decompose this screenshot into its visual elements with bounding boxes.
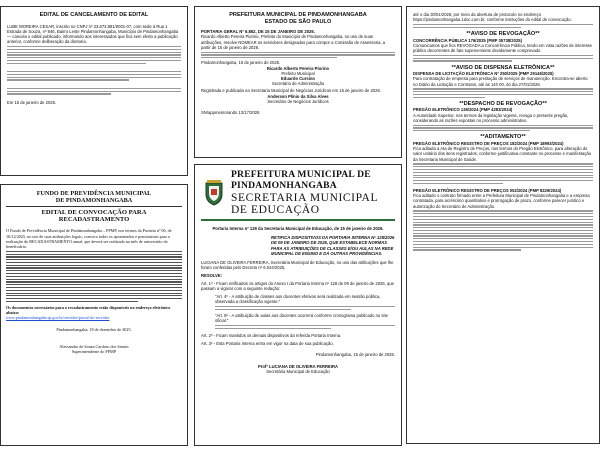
article-2: Art. 2º - Ficam mantidos os demais dispositivos da referida Portaria Interna. <box>201 332 342 338</box>
portaria-geral-number: PORTARIA GERAL Nº 6.862, DE 15 DE JANEIRO DE 2026. <box>201 29 315 35</box>
signature-1-role: Prefeito Municipal <box>281 70 315 76</box>
signature-3-role: Secretário de Negócios Jurídicos <box>267 98 329 104</box>
resolve-label: RESOLVE: <box>201 273 223 279</box>
signature-1-name: Ricardo Alberto Pereira Piorino <box>266 65 330 71</box>
column-middle <box>194 6 402 446</box>
edital-body: LUBE MOREIRA CESAR, inscrito no CNPJ nº 23.673.881/0001-07, com sede à Rua 1 Estrada de Souza, nº 846, Bairro Leste Pindamonhangaba, Município de Pindamonhangaba — cancela o edital publicado, informando aos interessados que fica sem efeito a publicação anterior, conforme deliberação da diretoria. <box>7 23 179 45</box>
signature-4-role: Secretária Municipal de Educação <box>266 368 330 374</box>
registro-text: Registrada e publicada na Secretaria Municipal de Negócios Jurídicos em 15 de janeiro de 2026. <box>201 88 381 94</box>
section-2-title: DISPENSA DE LICITAÇÃO ELETRÔNICA Nº 250/2025 (PMP 29146/2025) <box>413 71 554 77</box>
fundo-body-2: Os documentos necessários para o recadastramento estão disponíveis no endereço eletrônico abaixo: <box>6 305 171 316</box>
portaria-ementa: RETIFICA DISPOSITIVOS DA PORTARIA INTERNA Nº 128/2026 DE 09 DE JANEIRO DE 2026, QUE ESTABELECE NORMAS PARA AS ATRIBUIÇÕES DE CLASSES E/OU AULAS NA REDE MUNICIPAL DE ENSINO E DÁ OUTRAS PROVIDÊNCIAS. <box>271 235 395 256</box>
educacao-box <box>194 164 402 446</box>
section-4-title: PREGÃO ELETRÔNICO REGISTRO DE PREÇOS 182/2024 (PMP 18993/2024) <box>413 140 564 146</box>
section-1-title: CONCORRÊNCIA PÚBLICA 176/2025 (PMP 35738/2025) <box>413 37 522 43</box>
heading-aditamento: **ADITAMENTO** <box>480 134 526 141</box>
section-2-body: Para contratação de empresa para prestação de serviços de manutenção. Encontra-se aberto no Diário da Licitação e Contratos, até às 14h 00, do dia 27/01/2026. <box>413 76 588 87</box>
fundo-title-2: DE PINDAMONHANGABA <box>55 196 133 204</box>
fundo-date: Pindamonhangaba, 18 de dezembro de 2025. <box>56 326 132 332</box>
section-3-title: PREGÃO ELETRÔNICO 136/2024 (PMP 4283/2024) <box>413 107 513 113</box>
article-3: Art. 3º - Esta Portaria Interna entra em vigor na data de sua publicação. <box>201 341 334 347</box>
banner-subtitle: SECRETARIA MUNICIPAL DE EDUCAÇÃO <box>231 192 378 216</box>
education-body-intro: LUCIANA DE OLIVEIRA FERREIRA, Secretária Municipal de Educação, no uso das atribuições que lhe foram conferidas pelo Decreto nº 6.044/2025, <box>201 260 394 271</box>
heading-despacho: **DESPACHO DE REVOGAÇÃO** <box>459 100 547 107</box>
fundo-body-1: O Fundo de Previdência Municipal de Pindamonhangaba – FPMP, nos termos da Portaria nº 06, de 16/12/2025, no uso de suas atribuições legais, convoca todos os aposentados e pensionistas para a realização do RECADASTRAMENTO anual, que deverá ser realizado no mês de aniversário do beneficiário. <box>6 228 172 249</box>
section-5-body: Fica aditado o contrato firmado entre a Prefeitura Municipal de Pindamonhangaba e a empresa contratada, para acréscimo quantitativo e prorrogação de prazo, conforme parecer jurídico e autorização do Secretário de Administração. <box>413 193 590 209</box>
fundo-link[interactable]: www.pindamonhangaba.sp.gov.br/servidor/portal-do-servidor <box>6 315 110 321</box>
heading-revogacao: **AVISO DE REVOGAÇÃO** <box>466 30 540 37</box>
portaria-geral-body: Ricardo Alberto Pereira Piorino, Prefeito do Município de Pindamonhangaba, no uso de suas atribuições, resolve NOMEAR os servidores designados para compor a Comissão de Assessoria, a partir de 15 de janeiro de 2026. <box>201 34 386 50</box>
banner-title: PREFEITURA MUNICIPAL DE PINDAMONHANGABA <box>231 169 371 191</box>
fundo-box <box>0 184 188 446</box>
portaria-interna-title: Portaria Interna nº 129 da Secretaria Municipal de Educação, de 15 de janeiro de 2026. <box>212 226 384 231</box>
column-left <box>0 6 188 446</box>
edital-date: Em 15 de janeiro de 2026. <box>7 100 57 106</box>
heading-dispensa: **AVISO DE DISPENSA ELETRÔNICA** <box>451 64 555 71</box>
quote-1: "Art. 4º - A atribuição de classes aos docentes efetivos será realizada em sessão pública, observada a classificação vigente." <box>215 294 381 305</box>
education-date: Pindamonhangaba, 15 de janeiro de 2026. <box>315 352 395 358</box>
quote-2: "Art. 5º - A atribuição de aulas aos docentes ocorrerá conforme cronograma publicado no site oficial." <box>215 313 388 324</box>
education-banner <box>201 169 395 216</box>
fundo-subtitle: EDITAL DE CONVOCAÇÃO PARA RECADASTRAMENTO <box>41 209 147 223</box>
coat-of-arms-icon <box>203 180 225 206</box>
section-4-body: Fica aditada a Ata de Registro de Preços, nos termos do Pregão Eletrônico, para alteração do valor unitário dos itens registrados, conforme justificativa constante no processo e manifestação da Secretaria Municipal de Saúde. <box>413 146 592 162</box>
signature-2-role: Secretário de Administração <box>271 81 325 87</box>
column-right <box>406 6 600 444</box>
signature-4-name: Profª LUCIANA DE OLIVEIRA FERREIRA <box>257 363 339 369</box>
reference-code: SN/appmemorando 13/17/2026 <box>201 109 260 115</box>
pref-title-2: ESTADO DE SÃO PAULO <box>264 18 332 25</box>
fundo-title-1: FUNDO DE PREVIDÊNCIA MUNICIPAL <box>36 190 152 197</box>
signature-3-name: Anderson Plínio da Silva Alves <box>267 93 329 99</box>
pref-title-1: PREFEITURA MUNICIPAL DE PINDAMONHANGABA <box>229 12 367 18</box>
fundo-signature-name: Alessandro de Souza Cardoso dos Santos <box>59 343 129 349</box>
fundo-signature-role: Superintendente do FPMP <box>71 349 117 355</box>
article-1: Art. 1º - Ficam retificados os artigos do Anexo I da Portaria Interna nº 128 de 09 de janeiro de 2026, que passam a vigorar com a seguinte redação: <box>201 280 395 291</box>
signature-2-name: Eduardo Cursino <box>281 75 315 81</box>
portaria-geral-date: Pindamonhangaba, 15 de janeiro de 2026. <box>201 60 281 66</box>
portaria-geral-box <box>194 6 402 158</box>
top-text: até o dia 30/01/2026, por meio da abertura de protocolo no endereço https://pindamonhangaba.1doc.com.br, conforme instruções do edital de convocação. <box>413 12 572 23</box>
licitacoes-box <box>406 6 600 444</box>
edital-box <box>0 6 188 176</box>
section-5-title: PREGÃO ELETRÔNICO REGISTRO DE PREÇOS 052/2024 (PMP 8329/2024) <box>413 188 562 194</box>
section-3-body: A Autoridade Superior, nos termos da legislação vigente, revoga o presente pregão, considerando as razões expostas no processo administrativo. <box>413 112 569 123</box>
edital-title: EDITAL DE CANCELAMENTO DE EDITAL <box>39 12 149 18</box>
section-1-body: Comunicamos que fica REVOGADA a Concorrência Pública, tendo em vista razões de interesse público decorrentes de fato superveniente devidamente comprovado. <box>413 42 592 53</box>
